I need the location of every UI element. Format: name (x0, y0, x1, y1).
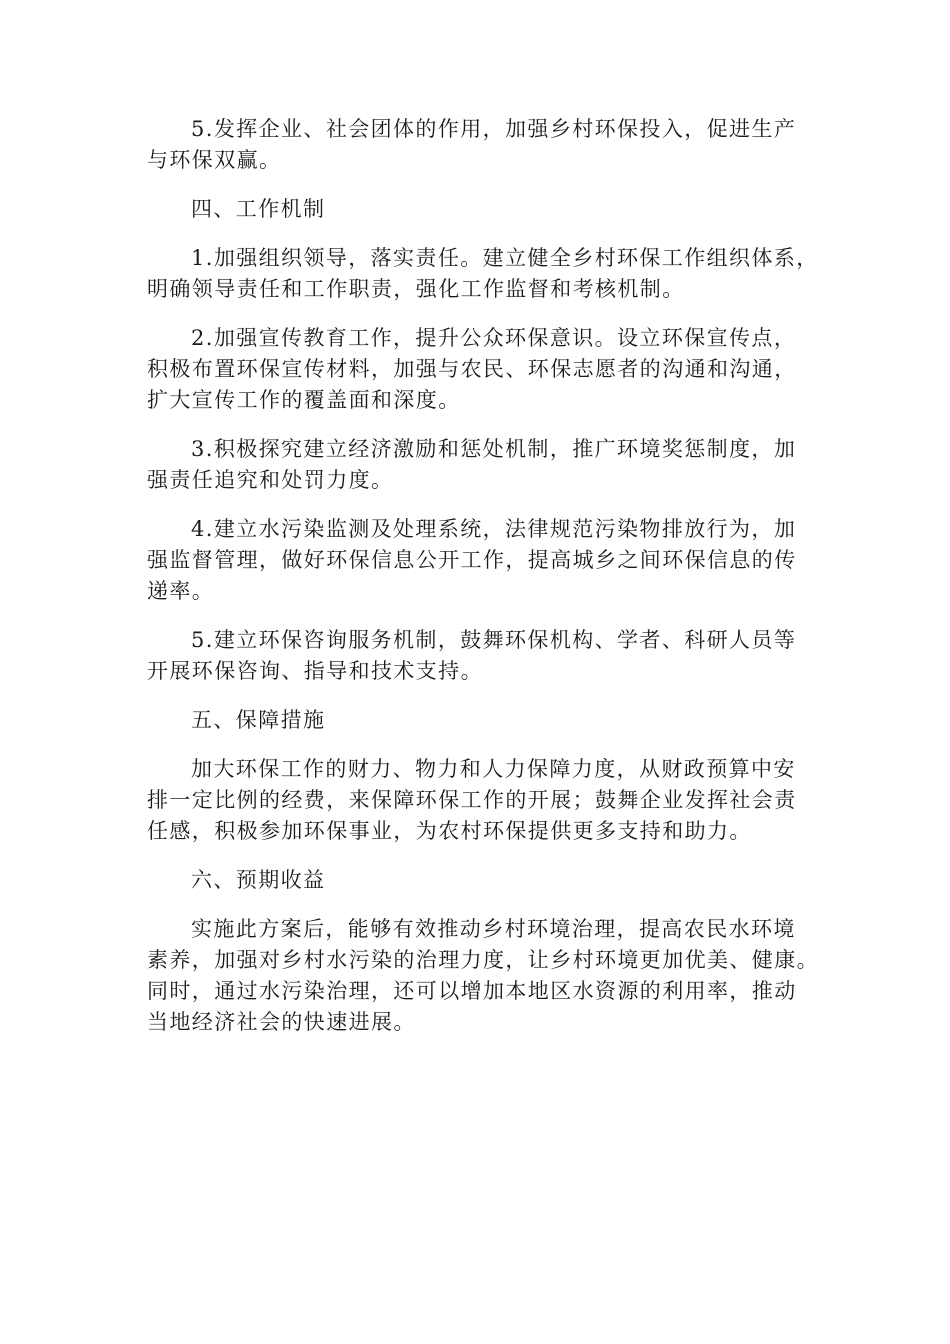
section-heading-work-mechanism (147, 194, 807, 225)
paragraph-line: 强监督管理，做好环保信息公开工作，提高城乡之间环保信息的传 (147, 548, 797, 572)
paragraph-line: 积极布置环保宣传材料，加强与农民、环保志愿者的沟通和沟通， (147, 357, 797, 381)
paragraph-line: 加大环保工作的财力、物力和人力保障力度，从财政预算中安 (191, 757, 796, 781)
paragraph-line: 递率。 (147, 579, 215, 603)
paragraph-line: 5.建立环保咨询服务机制，鼓舞环保机构、学者、科研人员等 (191, 628, 797, 652)
paragraph-line: 明确领导责任和工作职责，强化工作监督和考核机制。 (147, 277, 685, 301)
paragraph-line: 任感，积极参加环保事业，为农村环保提供更多支持和助力。 (147, 819, 752, 843)
paragraph-line: 4.建立水污染监测及处理系统，法律规范污染物排放行为，加 (191, 517, 797, 541)
paragraph-publicity (147, 323, 807, 416)
paragraph-line: 3.积极探究建立经济激励和惩处机制，推广环境奖惩制度，加 (191, 437, 797, 461)
paragraph-line: 强责任追究和处罚力度。 (147, 468, 394, 492)
paragraph-line: 5.发挥企业、社会团体的作用，加强乡村环保投入，促进生产 (191, 117, 797, 141)
paragraph-line: 2.加强宣传教育工作，提升公众环保意识。设立环保宣传点， (191, 326, 797, 350)
section-heading: 六、预期收益 (191, 868, 326, 892)
paragraph-enterprise-role (147, 114, 807, 176)
section-heading-safeguards (147, 705, 807, 736)
paragraph-expected-benefits (147, 914, 819, 1038)
document-body (147, 114, 819, 1056)
paragraph-consulting (147, 625, 807, 687)
paragraph-line: 实施此方案后，能够有效推动乡村环境治理，提高农民水环境 (191, 917, 796, 941)
paragraph-line: 扩大宣传工作的覆盖面和深度。 (147, 388, 461, 412)
section-heading: 四、工作机制 (191, 197, 326, 221)
paragraph-line: 排一定比例的经费，来保障环保工作的开展；鼓舞企业发挥社会责 (147, 788, 797, 812)
paragraph-organization (147, 243, 819, 305)
paragraph-safeguards (147, 754, 807, 847)
paragraph-line: 当地经济社会的快速进展。 (147, 1010, 416, 1034)
section-heading-expected-benefits (147, 865, 807, 896)
paragraph-monitoring (147, 514, 807, 607)
paragraph-line: 同时，通过水污染治理，还可以增加本地区水资源的利用率，推动 (147, 979, 797, 1003)
section-heading: 五、保障措施 (191, 708, 326, 732)
paragraph-line: 与环保双赢。 (147, 148, 282, 172)
paragraph-line: 素养，加强对乡村水污染的治理力度，让乡村环境更加优美、健康。 (147, 948, 819, 972)
paragraph-line: 1.加强组织领导，落实责任。建立健全乡村环保工作组织体系， (191, 246, 819, 270)
paragraph-line: 开展环保咨询、指导和技术支持。 (147, 659, 483, 683)
paragraph-incentives (147, 434, 807, 496)
